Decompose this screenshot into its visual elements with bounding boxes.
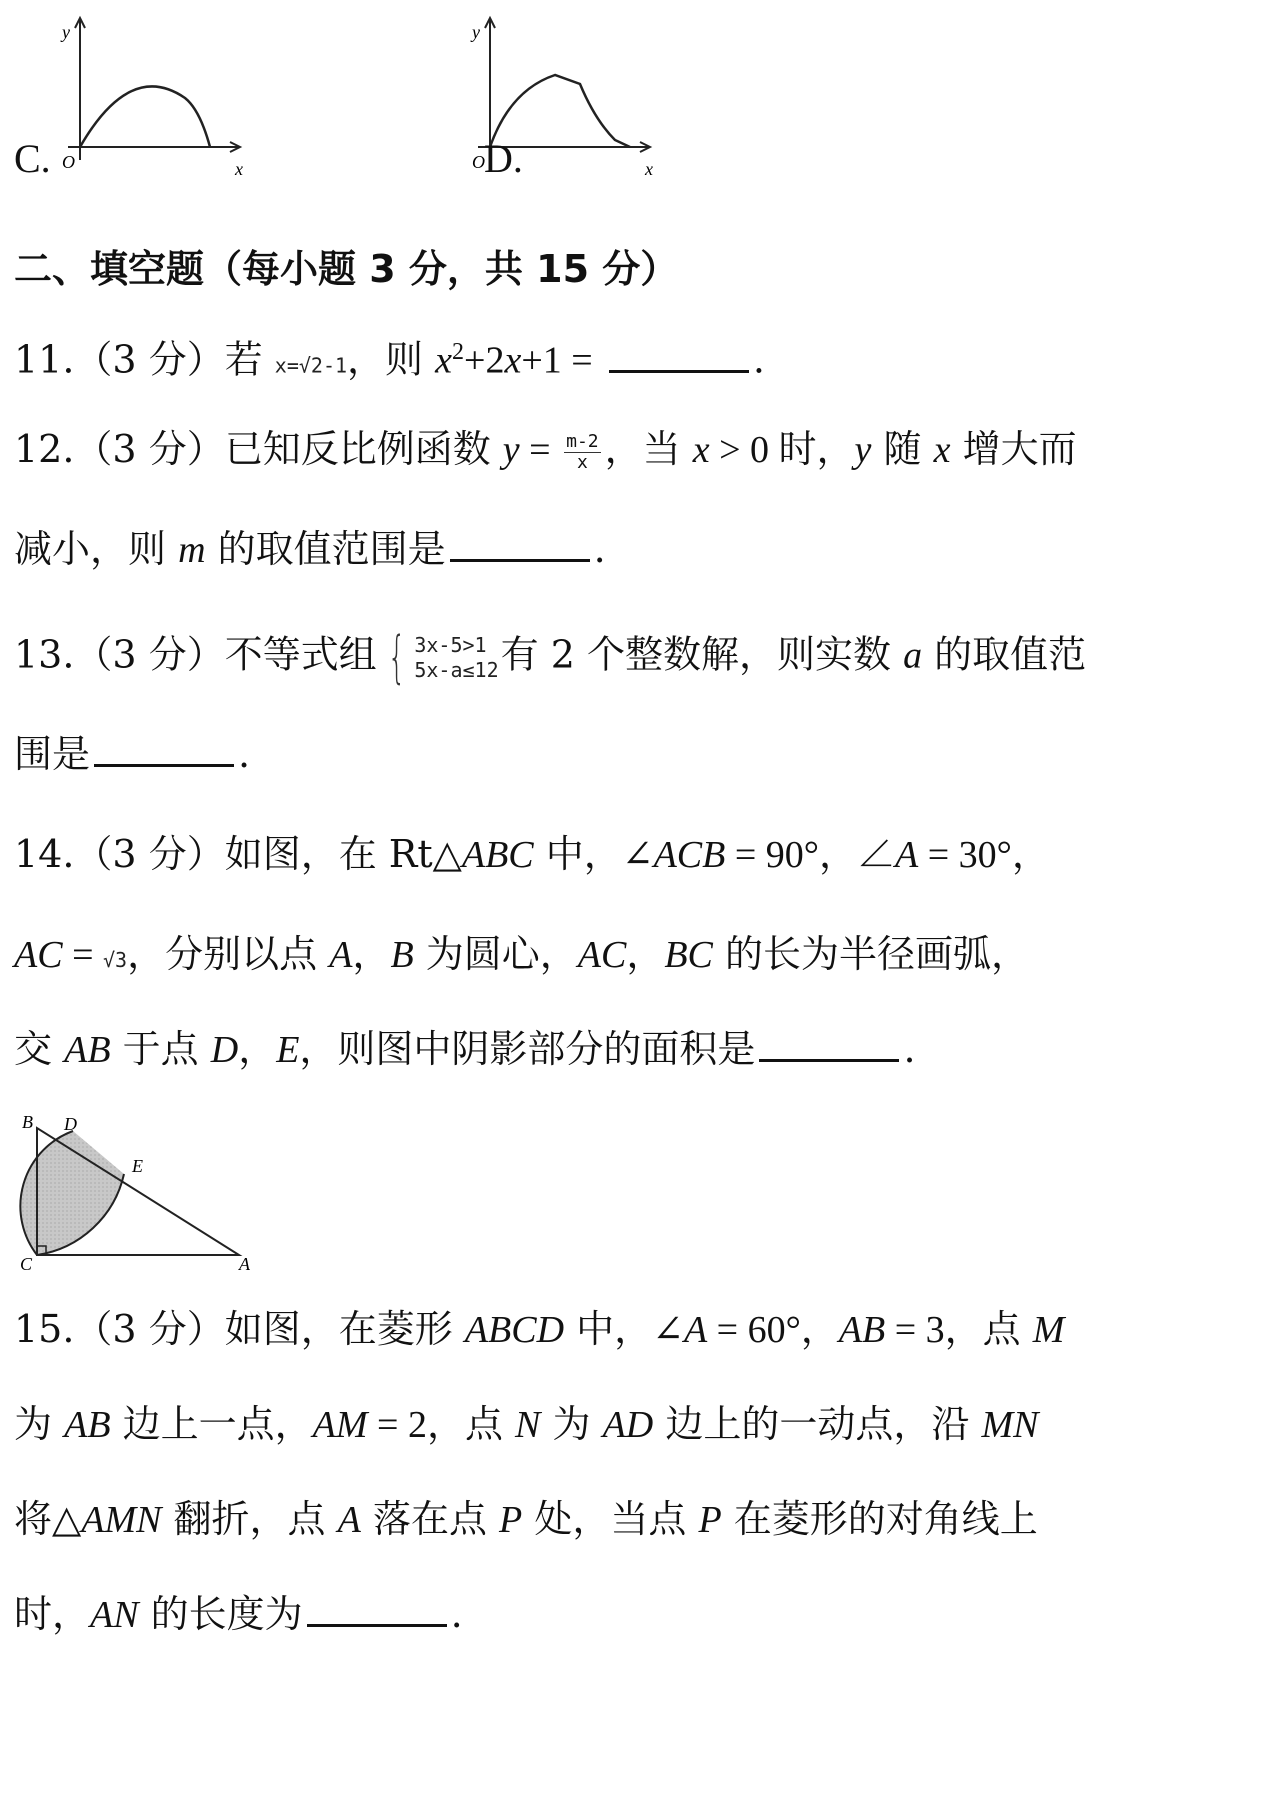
q15-period: . [450, 1592, 463, 1636]
q15-text9: 边上的一动点，沿 [653, 1402, 970, 1446]
question-12-line1 [14, 427, 1077, 473]
q14-point-a: A [329, 934, 353, 976]
q13-text2: 的取值范 [922, 632, 1087, 677]
q14-point-e: E [276, 1029, 300, 1071]
q15-text7: = 2，点 [367, 1404, 503, 1446]
q11-text: ，则 [347, 337, 424, 382]
question-12-line2 [14, 527, 606, 571]
q13-number: 13.（3 分）不等式组 [14, 632, 377, 677]
q15-text8: 为 [540, 1402, 591, 1446]
q11-expr-part: +2 [464, 339, 505, 382]
q12-number: 12.（3 分）已知反比例函数 [14, 427, 491, 471]
q15-text15: 时， [14, 1592, 91, 1636]
question-13-line1 [14, 625, 1087, 690]
q11-period: . [752, 337, 765, 382]
q14-ac: AC [14, 934, 63, 976]
q12-text4: 增大而 [950, 427, 1077, 471]
q14-label-c: C [20, 1254, 33, 1270]
q11-condition: x=√2-1 [274, 353, 348, 378]
q12-answer-blank[interactable] [450, 557, 590, 562]
q14-text3: = 90°，∠ [725, 834, 895, 876]
q13-period: . [238, 732, 251, 776]
option-c-graph [60, 10, 250, 180]
c-origin-label: O [62, 152, 75, 172]
d-origin-label: O [472, 152, 485, 172]
q15-text1: 15.（3 分）如图，在菱形 [14, 1307, 453, 1351]
q14-triangle-figure [14, 1110, 264, 1270]
q14-ac2: AC [577, 934, 627, 976]
q11-var-x: x [435, 339, 453, 382]
q15-point-p2: P [698, 1499, 722, 1541]
q13-var-a: a [903, 634, 923, 677]
d-axis-y-label: y [472, 22, 480, 42]
q14-label-e: E [132, 1156, 143, 1176]
q15-text2: 中，∠ [564, 1307, 684, 1351]
q14-equals: = [62, 934, 103, 976]
q14-text6: ， [352, 932, 391, 976]
q13-text3: 围是 [14, 732, 91, 776]
q14-label-b: B [22, 1112, 33, 1132]
q12-text6: 的取值范围是 [205, 527, 446, 571]
question-14-line2 [14, 932, 1029, 976]
q14-point-b: B [390, 934, 414, 976]
q14-label-a: A [239, 1254, 250, 1270]
q14-ab: AB [64, 1029, 111, 1071]
q15-abcd: ABCD [464, 1309, 565, 1351]
question-13-line2 [14, 732, 251, 776]
q12-frac-den: x [576, 452, 588, 473]
question-15-line2 [14, 1402, 1039, 1446]
q14-text13: ，则图中阴影部分的面积是 [299, 1027, 756, 1071]
option-c-label[interactable]: C. [14, 136, 51, 181]
q13-text1: 有 2 个整数解，则实数 [500, 632, 891, 677]
q14-abc: ABC [461, 834, 534, 876]
q14-text11: 于点 [110, 1027, 199, 1071]
q15-point-a: A [337, 1499, 361, 1541]
q14-period: . [903, 1027, 916, 1071]
q11-expr-tail: +1 = [521, 339, 593, 382]
q14-text10: 交 [14, 1027, 53, 1071]
q14-point-d: D [210, 1029, 239, 1071]
question-15-line4 [14, 1592, 463, 1636]
q15-ab: AB [838, 1309, 886, 1351]
question-11 [14, 337, 765, 382]
c-axis-x-label: x [235, 159, 243, 179]
question-15-line3 [14, 1497, 1038, 1541]
q14-text9: 的长为半径画弧， [712, 932, 1029, 976]
q15-amn: AMN [81, 1499, 162, 1541]
q15-angle-a: A [683, 1309, 708, 1351]
q15-mn: MN [981, 1404, 1039, 1446]
q14-sqrt3: √3 [103, 948, 128, 972]
q14-text1: 14.（3 分）如图，在 Rt△ [14, 832, 462, 876]
q12-text2: > 0 时， [709, 429, 855, 471]
q14-text8: ， [626, 932, 665, 976]
q15-text10: 将△ [14, 1497, 82, 1541]
question-14-line3 [14, 1027, 916, 1071]
q11-exponent: 2 [452, 339, 465, 365]
q11-number: 11.（3 分）若 [14, 337, 263, 382]
q15-answer-blank[interactable] [307, 1622, 447, 1627]
question-14-line1 [14, 832, 1050, 876]
section-heading: 二、填空题（每小题 3 分，共 15 分） [14, 247, 679, 291]
d-axis-x-label: x [645, 159, 653, 179]
q12-equals: = [519, 429, 561, 471]
q12-text3: 随 [871, 427, 922, 471]
q15-point-p: P [499, 1499, 523, 1541]
q13-answer-blank[interactable] [94, 762, 234, 767]
q15-ad: AD [602, 1404, 654, 1446]
q14-bc: BC [664, 934, 713, 976]
q13-inequality-system [379, 625, 499, 690]
q12-var-m: m [178, 529, 206, 571]
q13-inequality-1: 3x-5>1 [414, 633, 487, 657]
q15-point-m: M [1032, 1309, 1065, 1351]
q15-text6: 边上一点， [110, 1402, 313, 1446]
q12-var-y2: y [854, 429, 872, 471]
q15-text16: 的长度为 [138, 1592, 303, 1636]
q14-text2: 中，∠ [533, 832, 654, 876]
q15-am: AM [312, 1404, 368, 1446]
q14-answer-blank[interactable] [759, 1057, 899, 1062]
q15-text5: 为 [14, 1402, 53, 1446]
q12-var-x: x [692, 429, 710, 471]
option-d-label[interactable]: D. [484, 136, 523, 181]
q12-text1: ，当 [604, 427, 681, 471]
q15-text4: = 3，点 [885, 1309, 1021, 1351]
q13-brace: { [387, 625, 406, 690]
q14-angle-a: A [895, 834, 919, 876]
q12-period: . [593, 527, 606, 571]
q15-text14: 在菱形的对角线上 [721, 1497, 1038, 1541]
q11-answer-blank[interactable] [609, 368, 749, 373]
q12-text5: 减小，则 [14, 527, 167, 571]
q15-text3: = 60°， [707, 1309, 839, 1351]
q12-frac-num: m-2 [566, 431, 599, 453]
q15-point-n: N [515, 1404, 541, 1446]
q15-an: AN [90, 1594, 139, 1636]
question-15-line1 [14, 1307, 1065, 1351]
q14-text4: = 30°， [918, 834, 1050, 876]
q12-fraction [564, 432, 601, 473]
q14-label-d: D [64, 1114, 77, 1134]
q15-ab2: AB [64, 1404, 111, 1446]
q14-text5: ，分别以点 [127, 932, 318, 976]
q15-text12: 落在点 [360, 1497, 487, 1541]
q12-var-y: y [502, 429, 520, 471]
q14-acb: ACB [653, 834, 726, 876]
q14-text7: 为圆心， [413, 932, 578, 976]
q15-text13: 处，当点 [522, 1497, 687, 1541]
q13-inequality-2: 5x-a≤12 [414, 658, 499, 682]
q15-text11: 翻折，点 [161, 1497, 326, 1541]
q12-var-x2: x [933, 429, 951, 471]
q11-var-x2: x [504, 339, 522, 382]
c-axis-y-label: y [62, 22, 70, 42]
q14-text12: ， [238, 1027, 277, 1071]
